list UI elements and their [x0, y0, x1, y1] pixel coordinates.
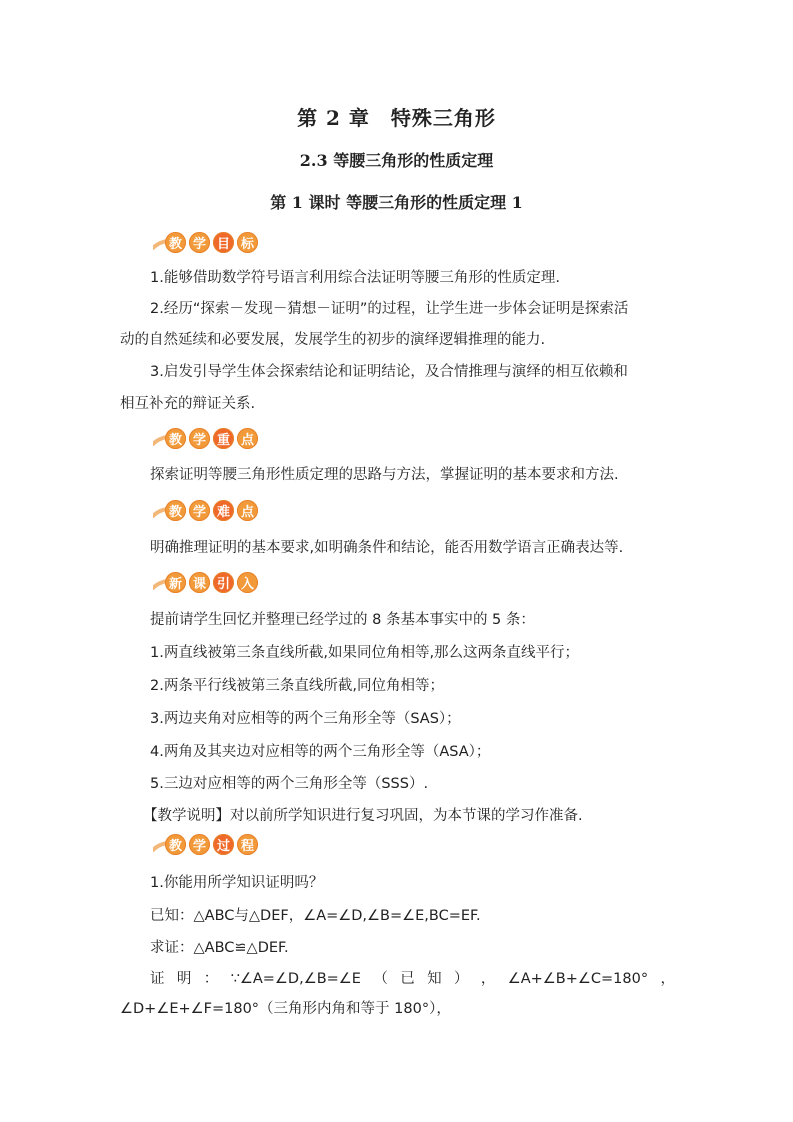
proof-token: ，: [660, 971, 675, 987]
objective-1: 1.能够借助数学符号语言利用综合法证明等腰三角形的性质定理.: [150, 270, 560, 286]
badge-char: 教: [165, 834, 186, 855]
badge-char: 入: [237, 572, 258, 593]
badge-char: 学: [189, 428, 210, 449]
badge-char: 教: [165, 500, 186, 521]
objective-2b: 动的自然延续和必要发展，发展学生的初步的演绎逻辑推理的能力.: [120, 332, 546, 348]
objective-3a: 3.启发引导学生体会探索结论和证明结论，及合情推理与演绎的相互依赖和: [150, 364, 628, 380]
lesson-title: 第 1 课时 等腰三角形的性质定理 1: [270, 193, 523, 212]
difficulties-badge: [153, 500, 293, 522]
badge-char: 点: [237, 500, 258, 521]
objectives-badge: [153, 232, 293, 254]
proof-token: （: [373, 971, 388, 987]
badge-char: 课: [189, 572, 210, 593]
intro-item-5: 5.三边对应相等的两个三角形全等（SSS）.: [150, 776, 429, 792]
proof-token: 明: [176, 971, 192, 987]
key-points-badge: [153, 428, 293, 450]
proof-token: ，: [480, 971, 496, 987]
chapter-title: 第 2 章 特殊三角形: [297, 106, 496, 130]
badge-char: 程: [237, 834, 258, 855]
intro-lead: 提前请学生回忆并整理已经学过的 8 条基本事实中的 5 条：: [150, 612, 535, 628]
difficulties-text: 明确推理证明的基本要求,如明确条件和结论，能否用数学语言正确表达等.: [150, 540, 624, 556]
badge-char: 新: [165, 572, 186, 593]
proof-line-2: ∠D+∠E+∠F=180°（三角形内角和等于 180°），: [120, 1001, 451, 1017]
intro-item-1: 1.两直线被第三条直线所截,如果同位角相等,那么这两条直线平行；: [150, 645, 580, 661]
intro-item-3: 3.两边夹角对应相等的两个三角形全等（SAS）；: [150, 711, 461, 727]
intro-item-4: 4.两角及其夹边对应相等的两个三角形全等（ASA）；: [150, 744, 491, 760]
process-question-1: 1.你能用所学知识证明吗？: [150, 875, 324, 891]
proof-token: ∵∠A=∠D,∠B=∠E: [230, 971, 361, 987]
badge-char: 教: [165, 232, 186, 253]
proof-token: ∠A+∠B+∠C=180°: [507, 971, 649, 987]
badge-char: 标: [237, 232, 258, 253]
teaching-note: 【教学说明】对以前所学知识进行复习巩固，为本节课的学习作准备.: [143, 808, 583, 824]
badge-char: 学: [189, 232, 210, 253]
given-statement: 已知：△ABC与△DEF，∠A=∠D,∠B=∠E,BC=EF.: [150, 908, 481, 924]
intro-item-2: 2.两条平行线被第三条直线所截,同位角相等；: [150, 678, 444, 694]
badge-char: 教: [165, 428, 186, 449]
section-title: 2.3 等腰三角形的性质定理: [299, 151, 494, 170]
key-points-text: 探索证明等腰三角形性质定理的思路与方法，掌握证明的基本要求和方法.: [150, 467, 619, 483]
badge-char: 重: [213, 428, 234, 449]
badge-char: 难: [213, 500, 234, 521]
proof-token: 已: [400, 971, 415, 987]
proof-token: ）: [453, 971, 469, 987]
proof-token: 证: [150, 971, 165, 987]
prove-statement: 求证：△ABC≌△DEF.: [150, 940, 289, 956]
badge-char: 目: [213, 232, 234, 253]
proof-line-1: [150, 969, 675, 989]
objective-2a: 2.经历“探索－发现－猜想－证明”的过程，让学生进一步体会证明是探索活: [150, 301, 629, 317]
proof-token: 知: [427, 971, 442, 987]
badge-char: 学: [189, 500, 210, 521]
badge-char: 过: [213, 834, 234, 855]
intro-badge: [153, 572, 293, 594]
proof-token: ：: [203, 971, 219, 987]
objective-3b: 相互补充的辩证关系.: [120, 396, 256, 412]
badge-char: 点: [237, 428, 258, 449]
process-badge: [153, 834, 293, 856]
badge-char: 学: [189, 834, 210, 855]
badge-char: 引: [213, 572, 234, 593]
